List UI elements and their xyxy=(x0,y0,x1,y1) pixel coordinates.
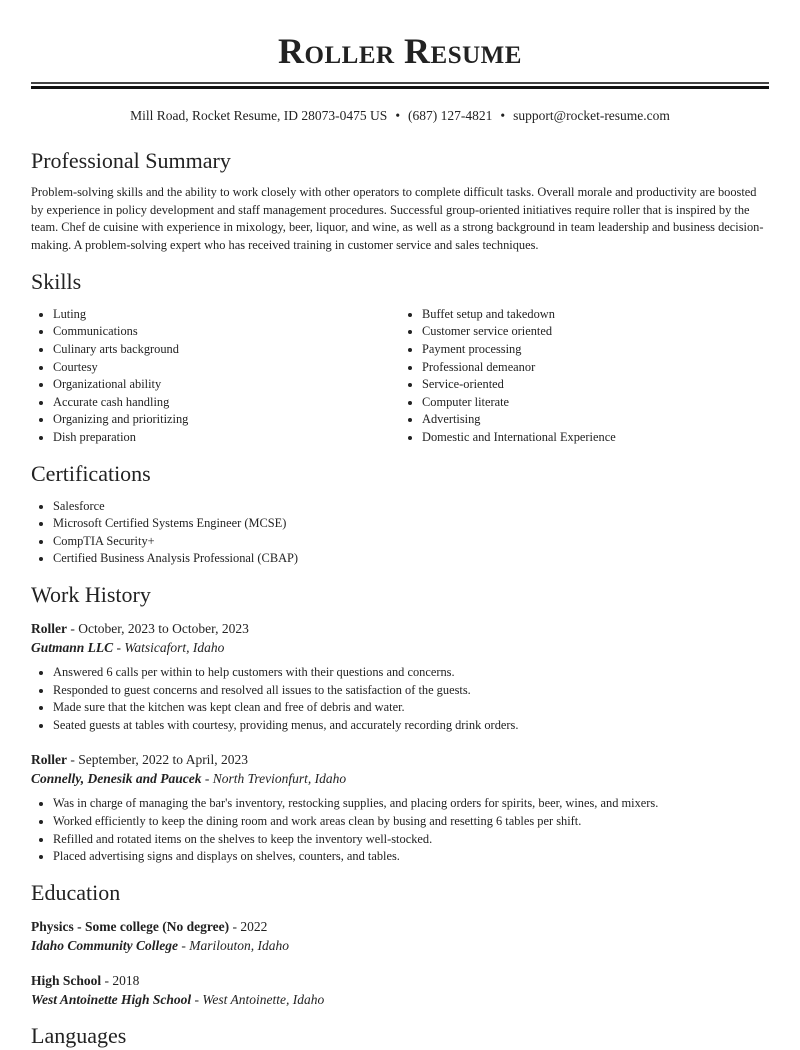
education-section xyxy=(31,879,769,1009)
certifications-section xyxy=(31,460,769,568)
skill-item: • Luting xyxy=(53,306,400,324)
job-dates: - October, 2023 to October, 2023 xyxy=(67,620,249,636)
resume-name: Roller Resume xyxy=(278,31,522,71)
graduation-year: - 2018 xyxy=(101,972,140,988)
certification-item: • Microsoft Certified Systems Engineer (MCSE) xyxy=(53,515,769,533)
school-location: - West Antoinette, Idaho xyxy=(191,991,325,1007)
contact-phone: (687) 127-4821 xyxy=(408,108,493,123)
skill-item: • Communications xyxy=(53,323,400,341)
section-heading-education: Education xyxy=(31,879,121,905)
job-company-line xyxy=(31,769,769,788)
skill-item: • Organizational ability xyxy=(53,376,400,394)
school-name: West Antoinette High School xyxy=(31,991,192,1007)
skill-item: • Computer literate xyxy=(422,394,769,412)
skills-grid xyxy=(31,306,769,447)
contact-email: support@rocket-resume.com xyxy=(513,108,670,123)
degree: Physics - Some college (No degree) xyxy=(31,918,230,934)
job-company: Connelly, Denesik and Paucek xyxy=(31,771,202,787)
education-entry xyxy=(31,917,769,955)
skill-item: • Advertising xyxy=(422,411,769,429)
languages-section xyxy=(31,1022,769,1050)
job-duties-list xyxy=(31,795,769,865)
section-heading-languages: Languages xyxy=(31,1022,127,1048)
degree-line xyxy=(31,917,769,936)
job-title-line xyxy=(31,750,769,769)
bullet-separator: • xyxy=(500,108,506,123)
skill-item: • Payment processing xyxy=(422,341,769,359)
job-duty: • Responded to guest concerns and resolved all issues to the satisfaction of the guests. xyxy=(53,682,769,700)
contact-line xyxy=(31,106,769,126)
job-entry xyxy=(31,619,769,734)
job-duty: • Seated guests at tables with courtesy, providing menus, and accurately recording drink orders. xyxy=(53,717,769,735)
job-duty: • Refilled and rotated items on the shelves to keep the inventory well-stocked. xyxy=(53,831,769,849)
graduation-year: - 2022 xyxy=(229,918,268,934)
skill-item: • Accurate cash handling xyxy=(53,394,400,412)
job-title: Roller xyxy=(31,620,67,636)
section-heading-summary: Professional Summary xyxy=(31,148,231,173)
education-entry xyxy=(31,971,769,1009)
job-title-line xyxy=(31,619,769,638)
job-company: Gutmann LLC xyxy=(31,639,114,655)
section-heading-skills: Skills xyxy=(31,268,82,294)
skill-item: • Organizing and prioritizing xyxy=(53,411,400,429)
school-line xyxy=(31,936,769,955)
job-dates: - September, 2022 to April, 2023 xyxy=(67,752,248,768)
school-name: Idaho Community College xyxy=(31,937,179,953)
school-location: - Marilouton, Idaho xyxy=(178,937,290,953)
section-heading-certifications: Certifications xyxy=(31,460,151,486)
job-duty: • Made sure that the kitchen was kept clean and free of debris and water. xyxy=(53,699,769,717)
certification-item: • Salesforce xyxy=(53,498,769,516)
skill-item: • Service-oriented xyxy=(422,376,769,394)
degree-line xyxy=(31,971,769,990)
job-duty: • Was in charge of managing the bar's inventory, restocking supplies, and placing orders for spirits, beer, wines, and mixers. xyxy=(53,795,769,813)
certifications-list xyxy=(31,498,769,568)
skills-list-left xyxy=(31,306,400,447)
skills-section xyxy=(31,268,769,447)
bullet-separator: • xyxy=(395,108,401,123)
certification-item: • Certified Business Analysis Professional (CBAP) xyxy=(53,550,769,568)
summary-section xyxy=(31,147,769,255)
title-rule-thick xyxy=(31,86,769,89)
job-duty: • Placed advertising signs and displays on shelves, counters, and tables. xyxy=(53,848,769,866)
skill-item: • Dish preparation xyxy=(53,429,400,447)
skill-item: • Professional demeanor xyxy=(422,359,769,377)
job-location: - Watsicafort, Idaho xyxy=(113,639,225,655)
skill-item: • Buffet setup and takedown xyxy=(422,306,769,324)
skill-item: • Domestic and International Experience xyxy=(422,429,769,447)
school-line xyxy=(31,990,769,1009)
skill-item: • Culinary arts background xyxy=(53,341,400,359)
certification-item: • CompTIA Security+ xyxy=(53,533,769,551)
job-company-line xyxy=(31,638,769,657)
job-entry xyxy=(31,750,769,865)
job-title: Roller xyxy=(31,752,67,768)
job-duty: • Worked efficiently to keep the dining room and work areas clean by busing and resetting 6 tables per shift. xyxy=(53,813,769,831)
skill-item: • Customer service oriented xyxy=(422,323,769,341)
section-heading-work-history: Work History xyxy=(31,581,151,607)
contact-address: Mill Road, Rocket Resume, ID 28073-0475 US xyxy=(130,108,388,123)
skill-item: • Courtesy xyxy=(53,359,400,377)
skills-list-right xyxy=(400,306,769,447)
job-location: - North Trevionfurt, Idaho xyxy=(201,771,347,787)
work-history-section xyxy=(31,581,769,866)
job-duty: • Answered 6 calls per within to help customers with their questions and concerns. xyxy=(53,664,769,682)
title-rule-thin xyxy=(31,82,769,84)
degree: High School xyxy=(31,972,102,988)
summary-text: Problem-solving skills and the ability to work closely with other operators to complete difficult tasks. Overall morale and productivity are boosted by experience in policy development and staff management procedures. Successful group-oriented initiatives require roller that is inspired by the team. Chef de cuisine with experience in mixology, beer, liquor, and wine, as well as a strong background in team leadership and business decision-making. A problem-solving expert who has received training in customer service and sales techniques. xyxy=(31,185,764,253)
job-duties-list xyxy=(31,664,769,734)
